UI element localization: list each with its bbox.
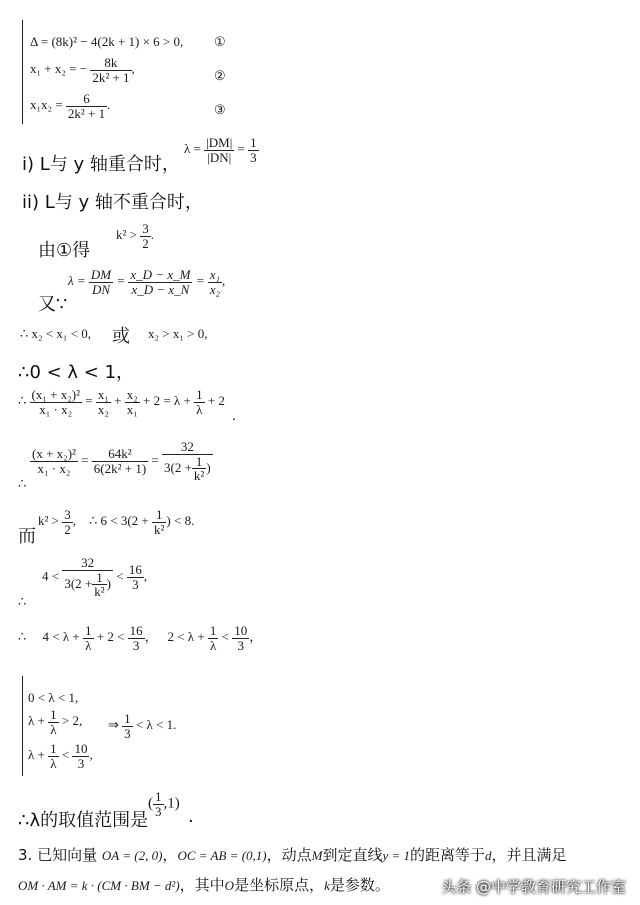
eq-k: $\frac{\text{(x + x₂)²}}{\text{x₁ · x₂}}$ = $\frac{\text{64k²}}{\text{6(2k² + 1)}}$ = 32 3(2 + $\frac{1}{\text{k²}}$ ) [32, 439, 211, 484]
range-lambda: ∴0 < λ < 1， [18, 362, 135, 383]
bound2-expr: ∴ 4 < λ + $\frac{1}{\lambda}$ + 2 < $\frac{16}{3}$ ， 2 < λ + $\frac{1}{\lambda}$ < $\frac{10}{3}$ ， [18, 623, 263, 653]
problem3-line2: OM · AM = k · (CM · BM − d²)，其中O是坐标原点，k是参数。 [18, 876, 390, 894]
system1-eq1: Δ = (8k)² − 4(2k + 1) × 6 > 0, [30, 34, 184, 49]
system1-brace [22, 20, 23, 124]
problem3-line1: 3. 已知向量 OA = (2, 0)，OC = AB = (0,1)，动点M到定直线y = 1的距离等于d，并且满足 [18, 846, 567, 864]
case-i-expr: λ = $\frac{|DM|}{|DN|}$ = $\frac{1}{3}$ [184, 135, 257, 165]
system1-eq2: x₁ + x₂ = − $\frac{8k}{\text{2k² + 1}}$ , [30, 55, 135, 85]
or-word: 或 [112, 326, 130, 347]
system1-eq3: x₁x₂ = $\frac{6}{\text{2k² + 1}}$ . [30, 91, 111, 121]
system2-l2: λ + $\frac{1}{\lambda}$ > 2, [28, 707, 83, 737]
system2-brace [22, 676, 23, 776]
eq-sum-dot: . [232, 408, 236, 424]
also-text: 又∵ [38, 294, 68, 315]
and-expr: k² > $\frac{3}{2}$ , ∴ 6 < 3(2 + $\frac{1}{\text{k²}}$ ) < 8. [38, 507, 195, 537]
result-interval: ( $\frac{1}{3}$ ,1) [148, 789, 180, 819]
from-eq1-text: 由①得 [38, 240, 91, 261]
marker-2: ② [214, 68, 226, 83]
also-expr: λ = $\frac{DM}{DN}$ = $\frac{x\_D - x\_M}{x\_D - x\_N}$ = $\frac{\text{x₁}}{\text{x₂}}$ , [68, 267, 226, 297]
bound1-expr: 4 < 32 3(2 + $\frac{1}{\text{k²}}$ ) < $\frac{16}{3}$ , [42, 555, 148, 600]
case-i-label: i) L与 y 轴重合时， [22, 154, 180, 175]
result-dot: . [188, 806, 194, 827]
from-eq1-expr: k² > $\frac{3}{2}$ . [116, 221, 154, 251]
and-word: 而 [18, 526, 36, 547]
or-line-b: x₂ > x₁ > 0, [148, 326, 208, 341]
watermark: 头条 @中学教育研究工作室 [441, 878, 626, 896]
bound1-prefix: ∴ [18, 594, 27, 609]
system2-l1: 0 < λ < 1, [28, 690, 79, 705]
system2-result: ⇒ $\frac{1}{3}$ < λ < 1. [108, 711, 177, 741]
eq-k-prefix: ∴ [18, 476, 27, 491]
case-ii-label: ii) L与 y 轴不重合时， [22, 192, 203, 213]
marker-1: ① [214, 34, 226, 49]
result-text: ∴λ的取值范围是 [18, 810, 149, 831]
marker-3: ③ [214, 102, 226, 117]
system2-l3: λ + $\frac{1}{\lambda}$ < $\frac{10}{3}$ , [28, 741, 93, 771]
or-line-a: ∴ x₂ < x₁ < 0, [20, 326, 91, 341]
eq-sum: ∴ $\frac{\text{(x₁ + x₂)²}}{\text{x₁ · x₂}}$ = $\frac{\text{x₁}}{\text{x₂}}$ + $\frac{\text{x₂}}{\text{x₁}}$ + 2 = λ + $\frac{1}{\lambda}$ + 2 [18, 387, 225, 417]
